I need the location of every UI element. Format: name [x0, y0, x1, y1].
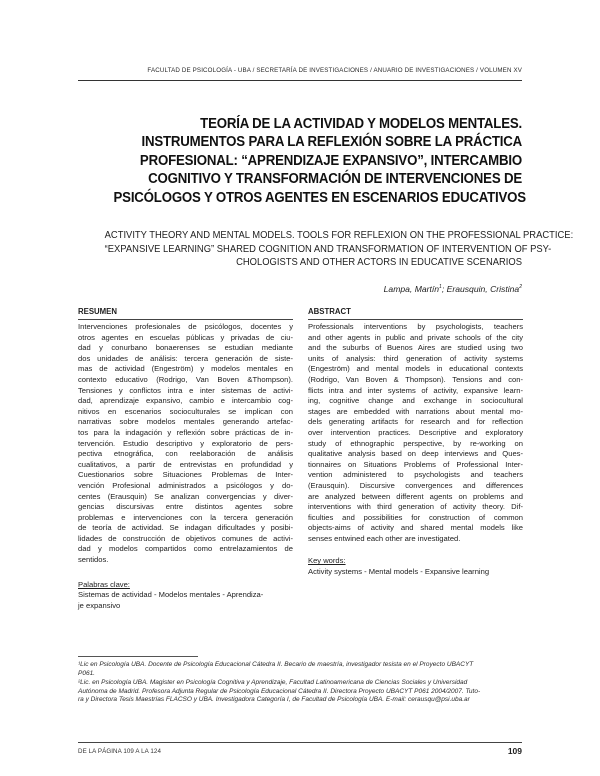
footnote-marker: 1	[439, 284, 442, 290]
palabras-clave-text	[78, 590, 293, 611]
page-number: 109	[507, 746, 522, 756]
author-line	[78, 284, 522, 294]
text-line: lidades de construcción de objetivos comunes de activi-	[78, 533, 293, 543]
text-line: Professionals interventions by psychologists, teachers	[308, 322, 523, 331]
key-words-text	[308, 567, 523, 578]
section-divider	[78, 319, 293, 320]
text-line: interventions with third generation of activity theory. Dif-	[308, 502, 523, 512]
text-line: problemas e intervenciones con la tercera generación	[78, 512, 293, 522]
title-line: TEORÍA DE LA ACTIVIDAD Y MODELOS MENTALES.	[200, 116, 522, 132]
text-line: (Rodrigo, Van Boven & Thompson). Tensions and con-	[308, 374, 523, 384]
resumen-column	[78, 306, 293, 611]
palabras-clave-heading: Palabras clave:	[78, 579, 130, 589]
subtitle-line: ACTIVITY THEORY AND MENTAL MODELS. TOOLS FOR REFLEXION ON THE PROFESSIONAL PRACTICE:	[104, 230, 574, 241]
text-line: dad y modelos compartidos como entrelazamientos de	[78, 544, 293, 554]
text-line: Cuestionarios sobre Situaciones Problemas de Inter-	[78, 470, 293, 480]
key-words-heading: Key words:	[308, 556, 346, 566]
text-line: stages are embedded with narrations about mental mo-	[308, 406, 523, 416]
header-divider	[78, 80, 522, 81]
text-line: flicts intra and inter systems of activity, expansive learn-	[308, 385, 523, 395]
text-line: Intervenciones profesionales de psicólogos, docentes y	[78, 322, 293, 331]
text-line: (Engeström) and mental models in educational contexts	[308, 364, 523, 374]
text-line: de teoría de actividad. Se indagan dificultades y posibi-	[78, 523, 293, 533]
footnote-line: ¹Lic en Psicología UBA. Docente de Psicología Educacional Cátedra II. Becario de maestría, investigador tesista en el Proyecto UBACYT	[78, 661, 474, 668]
text-line: centes (Erausquin) Se analizan convergencias y diver-	[78, 491, 293, 501]
subtitle-line: CHOLOGISTS AND OTHER ACTORS IN EDUCATIVE SCENARIOS	[236, 257, 522, 268]
text-line: study of ethnographic perspective, by re-working on	[308, 438, 523, 448]
section-divider	[308, 319, 523, 320]
footnote	[78, 661, 522, 678]
footnote-line: ²Lic. en Psicología UBA. Magister en Psicología Cognitiva y Aprendizaje, Facultad Latinoamericana de Ciencias Sociales y Universidad	[78, 679, 468, 687]
running-head: FACULTAD DE PSICOLOGÍA - UBA / SECRETARÍA DE INVESTIGACIONES / ANUARIO DE INVESTIGACIONES / VOLUMEN XV	[147, 67, 522, 74]
keyword-line: Activity systems - Mental models - Expansive learning	[308, 567, 490, 577]
text-line: sentidos.	[78, 555, 109, 565]
page-range: DE LA PÁGINA 109 A LA 124	[78, 748, 161, 755]
author-separator: ;	[441, 284, 447, 294]
author-name: Erausquin, Cristina	[446, 284, 520, 294]
text-line: and the suburbs of Buenos Aires are studied using two	[308, 343, 523, 353]
text-line: (Erausquin). Discursive convergences and differences	[308, 480, 523, 490]
text-line: dos unidades de análisis: tercera generación de siste-	[78, 353, 293, 363]
footnote-divider	[78, 656, 198, 657]
text-line: objects-aims of activity and shared mental models like	[308, 523, 523, 533]
text-line: qualitative analysis based on deep interviews and Ques-	[308, 449, 523, 459]
text-line: vention administered to psychologists and teachers	[308, 470, 523, 480]
text-line: over intervention practices. Descriptive and exploratory	[308, 427, 523, 437]
keyword-line: je expansivo	[78, 600, 121, 610]
text-line: nitivos en escenarios socioculturales se implican con	[78, 406, 293, 416]
abstract-column	[308, 306, 523, 578]
english-title	[104, 229, 574, 270]
text-line: tos para la indagación y reflexión sobre prácticas de in-	[78, 427, 293, 437]
subtitle-line: “EXPANSIVE LEARNING” SHARED COGNITION AND TRANSFORMATION OF INTERVENTION OF PSY-	[104, 243, 552, 255]
text-line: cualitativos, a partir de entrevistas en profundidad y	[78, 459, 293, 469]
footnote-line: ra y Directora Tesis Maestrías FLACSO y UBA. Investigadora Categoría I, de Facultad de Psicología UBA. E-mail: cerausqu@psi.uba.ar	[78, 696, 470, 704]
text-line: contexto educativo (Rodrigo, Van Boven &Thompson).	[78, 374, 293, 384]
keyword-line: Sistemas de actividad - Modelos mentales - Aprendiza-	[78, 590, 264, 600]
text-line: are analyzed between different agents on problems and	[308, 491, 523, 501]
text-line: senses entwined each other are investigated.	[308, 533, 461, 543]
text-line: vención Profesional administrados a psicólogos y do-	[78, 480, 293, 490]
text-line: tervención. Estudio descriptivo y exploratorio de pers-	[78, 438, 293, 448]
text-line: narrativas sobre modelos mentales generando artefac-	[78, 417, 293, 427]
text-line: dad, aprendizaje expansivo, cambio e intercambio cog-	[78, 396, 293, 406]
title-line: INSTRUMENTOS PARA LA REFLEXIÓN SOBRE LA PRÁCTICA	[141, 134, 522, 151]
footnote-line: P061.	[78, 669, 95, 677]
text-line: pectiva etnográfica, con reelaboración de análisis	[78, 449, 293, 459]
text-line: ficulties and possibilities for construction of common	[308, 512, 523, 522]
text-line: units of analysis: third generation of activity systems	[308, 353, 523, 363]
title-line: PROFESIONAL: “APRENDIZAJE EXPANSIVO”, INTERCAMBIO	[139, 152, 522, 169]
footnotes	[78, 661, 522, 706]
text-line: and other agents in public and private schools of the city	[308, 332, 523, 342]
resumen-heading: RESUMEN	[78, 307, 117, 316]
author-name: Lampa, Martín	[383, 284, 440, 294]
title-line: COGNITIVO Y TRANSFORMACIÓN DE INTERVENCIONES DE	[148, 171, 522, 188]
footer-divider	[78, 742, 522, 743]
footnote-line: Autónoma de Madrid. Profesora Adjunta Regular de Psicología Educacional Cátedra II. Directora Proyecto UBACYT P061 2004/2007. Tuto-	[78, 687, 481, 695]
text-line: Tensiones y conflictos intra e inter sistemas de activi-	[78, 385, 293, 395]
text-line: tionnaires on Situations Problems of Professional Inter-	[308, 459, 523, 469]
footnote-marker: 2	[519, 284, 522, 290]
text-line: ing, cognitive change and exchange in sociocultural	[308, 396, 523, 406]
abstract-body	[308, 322, 523, 544]
text-line: otros agentes en escuelas públicas y privadas de ciu-	[78, 332, 293, 342]
text-line: gencias discursivas entre distintos agentes sobre	[78, 502, 293, 512]
text-line: mas de actividad (Engeström) y modelos mentales en	[78, 364, 293, 374]
abstract-heading: ABSTRACT	[308, 307, 351, 316]
title-line: PSICÓLOGOS Y OTROS AGENTES EN ESCENARIOS EDUCATIVOS	[113, 189, 526, 206]
footnote	[78, 679, 522, 705]
text-line: dad y conurbano bonaerenses se estudian mediante	[78, 343, 293, 353]
text-line: dels generating artifacts for research and for reflection	[308, 417, 523, 427]
resumen-body	[78, 322, 293, 566]
article-title	[113, 115, 526, 207]
